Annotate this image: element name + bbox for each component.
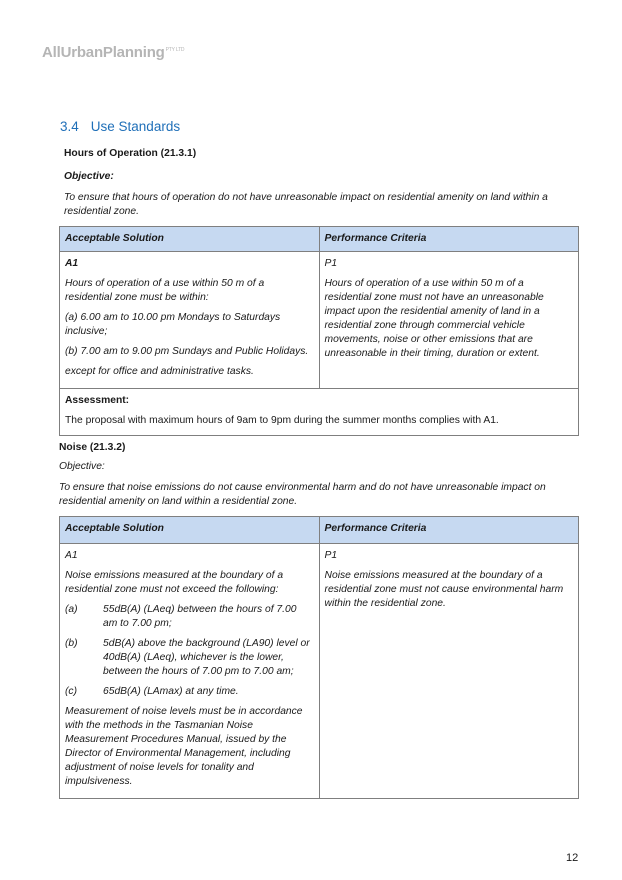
hours-performance-cell: [319, 252, 579, 389]
noise-a-item-label: (a): [65, 604, 78, 615]
company-logo: [42, 44, 184, 61]
hours-a-line: (b) 7.00 am to 9.00 pm Sundays and Public Holidays.: [65, 346, 309, 357]
hours-standards-table: [59, 226, 579, 436]
noise-a-item-text: 5dB(A) above the background (LA90) level or 40dB(A) (LAeq), whichever is the lower, between the hours of 7.00 pm to 7.00 am;: [103, 638, 310, 677]
hours-a-line: except for office and administrative tasks.: [65, 366, 254, 377]
section-number: 3.4: [60, 119, 79, 134]
noise-standards-table: [59, 516, 579, 799]
hours-objective-text: To ensure that hours of operation do not have unreasonable impact on residential amenity on land within a residential zone.: [64, 192, 548, 217]
noise-acceptable-cell: [60, 544, 320, 799]
section-title: Use Standards: [90, 119, 181, 134]
hours-assessment-label: Assessment:: [65, 395, 130, 406]
noise-a-item-label: (b): [65, 638, 78, 649]
noise-title: Noise (21.3.2): [59, 442, 126, 453]
noise-objective-text: To ensure that noise emissions do not cause environmental harm and do not have unreasonable impact on residential amenity on land within a residential zone.: [59, 482, 546, 507]
hours-title: Hours of Operation (21.3.1): [64, 148, 197, 159]
hours-objective-label: Objective:: [64, 171, 114, 182]
noise-a-code: A1: [65, 550, 78, 561]
noise-p-text: Noise emissions measured at the boundary of a residential zone must not cause environmental harm within the residential zone.: [324, 570, 564, 609]
hours-assessment-text: The proposal with maximum hours of 9am to 9pm during the summer months complies with A1.: [65, 415, 499, 426]
hours-a-line: Hours of operation of a use within 50 m of a residential zone must be within:: [65, 278, 265, 303]
noise-a-item: [65, 603, 314, 631]
noise-col-acceptable: Acceptable Solution: [60, 517, 320, 544]
hours-a-code: A1: [65, 258, 79, 269]
page-number: 12: [566, 852, 579, 864]
noise-a-item-label: (c): [65, 686, 78, 697]
logo-mark: PTY LTD: [165, 47, 185, 53]
noise-performance-cell: [319, 544, 578, 799]
noise-p-code: P1: [324, 550, 338, 561]
logo-text: AllUrbanPlanning: [42, 44, 165, 61]
noise-objective-label: Objective:: [59, 461, 105, 472]
hours-assessment-cell: [60, 389, 579, 436]
noise-a-item-text: 55dB(A) (LAeq) between the hours of 7.00 am to 7.00 pm;: [103, 604, 297, 629]
hours-col-acceptable: Acceptable Solution: [60, 227, 320, 252]
noise-a-footer: Measurement of noise levels must be in accordance with the methods in the Tasmanian Noise Measurement Procedures Manual, issued by the Director of Environmental Management, including adjustment of noise levels for tonality and impulsiveness.: [65, 706, 303, 787]
noise-col-performance: Performance Criteria: [319, 517, 578, 544]
noise-a-item: [65, 685, 314, 699]
noise-a-intro: Noise emissions measured at the boundary of a residential zone must not exceed the following:: [65, 570, 284, 595]
hours-p-text: Hours of operation of a use within 50 m of a residential zone must not have an unreasonable impact upon the residential amenity of land in a residential zone through commercial vehicle movements, noise or other emissions that are unreasonable in their timing, duration or extent.: [324, 278, 544, 359]
hours-col-performance: Performance Criteria: [319, 227, 579, 252]
section-heading: [60, 119, 180, 134]
noise-a-item-text: 65dB(A) (LAmax) at any time.: [103, 686, 239, 697]
hours-a-line: (a) 6.00 am to 10.00 pm Mondays to Saturdays inclusive;: [65, 312, 281, 337]
hours-acceptable-cell: [60, 252, 320, 389]
hours-p-code: P1: [324, 258, 338, 269]
noise-a-item: [65, 637, 314, 679]
